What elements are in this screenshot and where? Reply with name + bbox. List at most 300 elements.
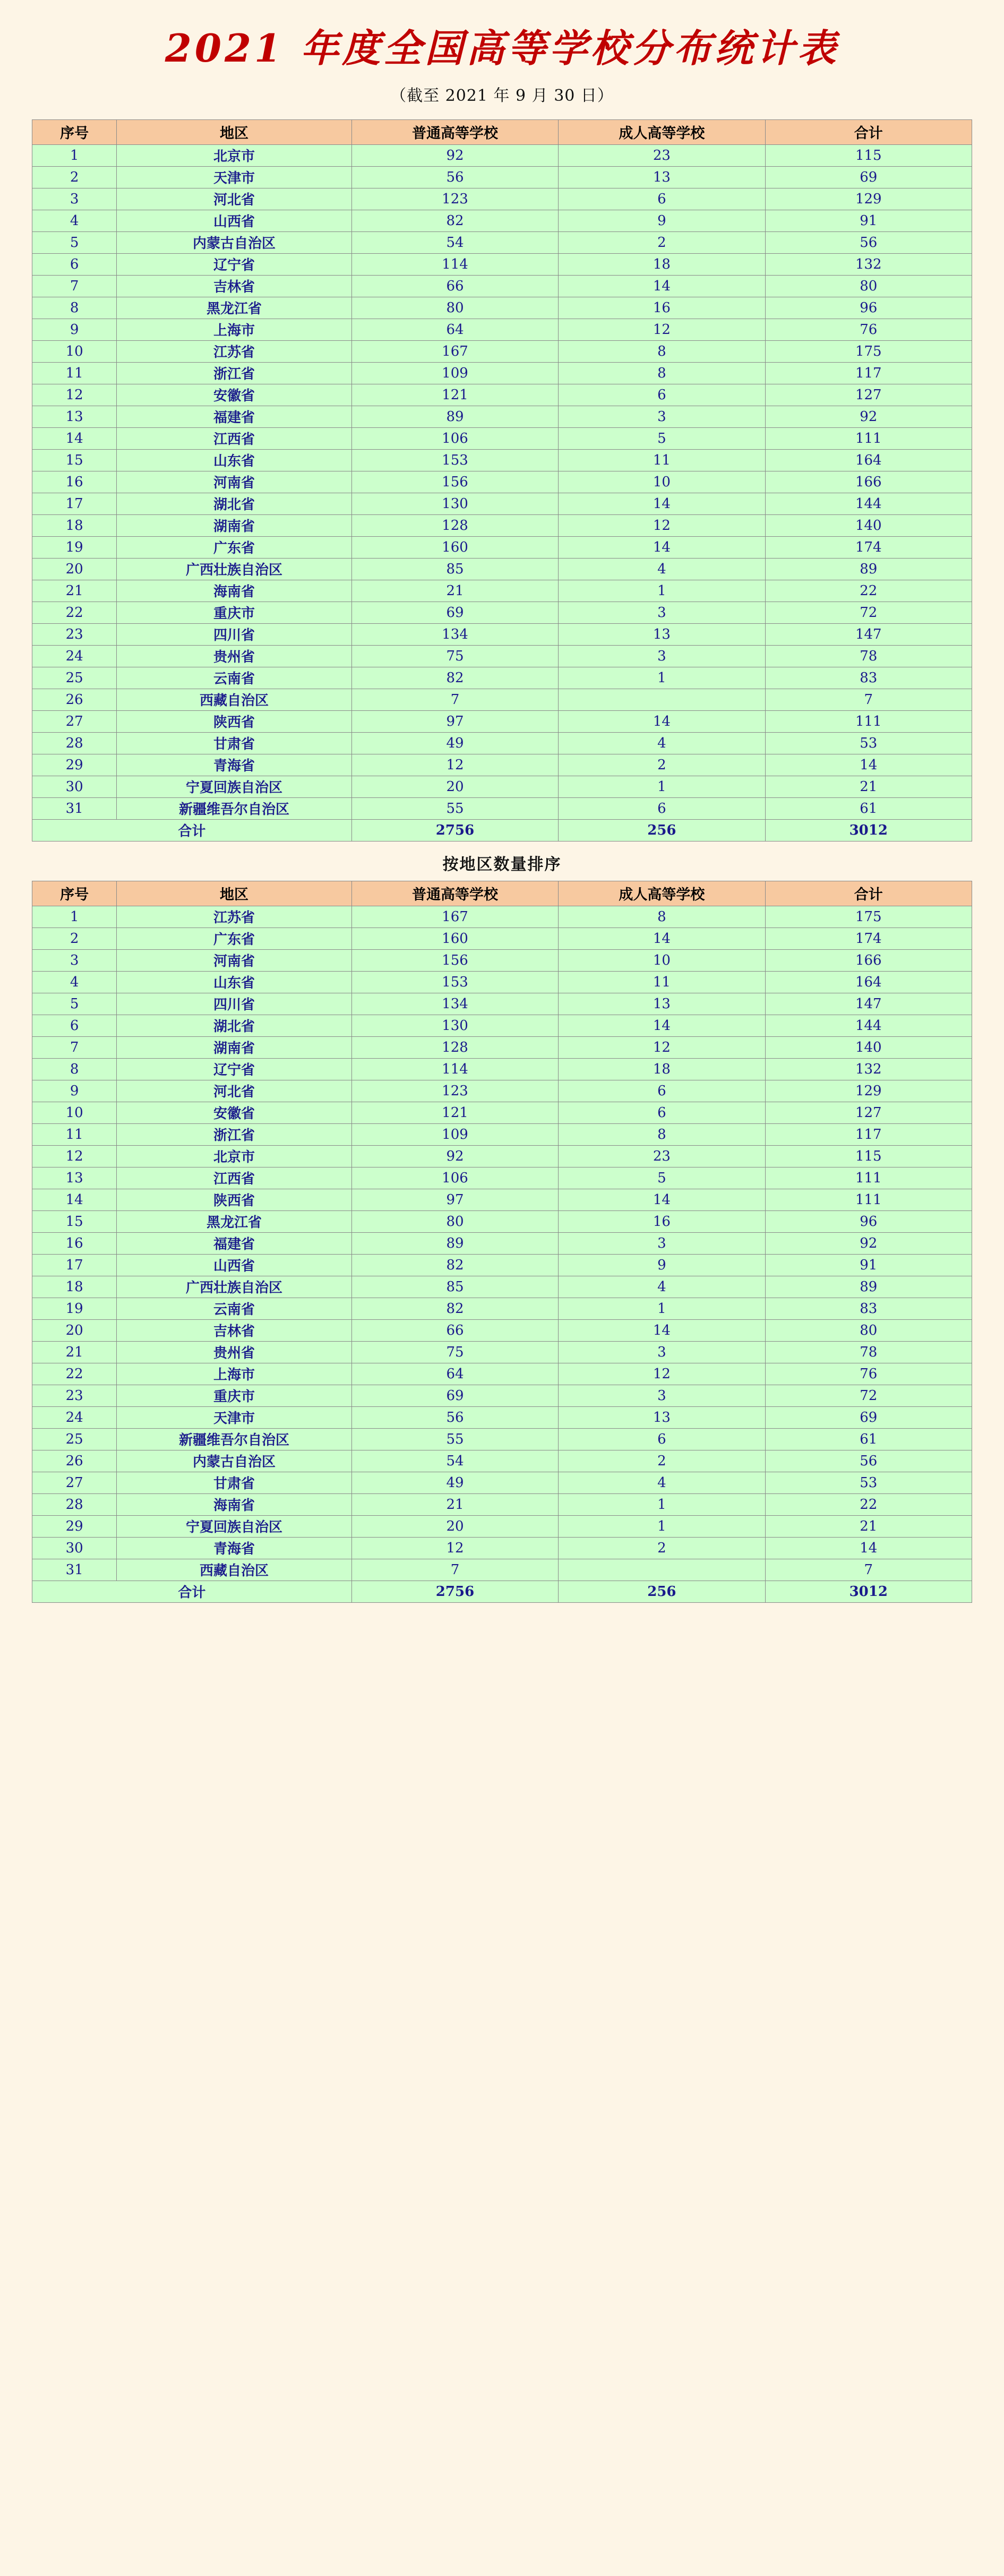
total-regular-count: 2756 [351, 1581, 558, 1602]
table-header-row [32, 119, 972, 144]
row-regular-count: 82 [351, 1298, 558, 1319]
table-row [32, 144, 972, 166]
row-adult-count: 4 [559, 732, 765, 754]
table-row [32, 1102, 972, 1123]
row-regular-count: 7 [351, 1559, 558, 1581]
row-adult-count: 13 [559, 623, 765, 645]
row-adult-count: 8 [559, 906, 765, 928]
row-total-count: 111 [765, 1189, 972, 1210]
row-adult-count: 11 [559, 971, 765, 993]
row-adult-count: 6 [559, 384, 765, 406]
row-index: 2 [32, 166, 117, 188]
total-label: 合计 [32, 819, 352, 841]
row-regular-count: 64 [351, 1363, 558, 1385]
row-total-count: 21 [765, 776, 972, 797]
row-region: 黑龙江省 [117, 297, 352, 319]
row-total-count: 78 [765, 1341, 972, 1363]
row-total-count: 144 [765, 493, 972, 514]
table-row [32, 558, 972, 580]
row-total-count: 22 [765, 580, 972, 602]
row-index: 25 [32, 667, 117, 689]
row-adult-count: 3 [559, 1341, 765, 1363]
table-row [32, 536, 972, 558]
row-total-count: 175 [765, 906, 972, 928]
row-regular-count: 21 [351, 1493, 558, 1515]
table-total-row [32, 819, 972, 841]
row-regular-count: 20 [351, 1515, 558, 1537]
row-adult-count: 3 [559, 645, 765, 667]
row-region: 广西壮族自治区 [117, 558, 352, 580]
row-adult-count: 13 [559, 166, 765, 188]
row-regular-count: 130 [351, 1015, 558, 1036]
row-total-count: 80 [765, 275, 972, 297]
row-total-count: 115 [765, 144, 972, 166]
total-label: 合计 [32, 1581, 352, 1602]
table-row [32, 1559, 972, 1581]
row-index: 8 [32, 1058, 117, 1080]
row-total-count: 14 [765, 1537, 972, 1559]
row-adult-count: 1 [559, 1298, 765, 1319]
table-row [32, 1189, 972, 1210]
row-index: 19 [32, 536, 117, 558]
row-region: 上海市 [117, 1363, 352, 1385]
row-region: 海南省 [117, 1493, 352, 1515]
row-adult-count: 12 [559, 319, 765, 340]
row-total-count: 166 [765, 471, 972, 493]
row-index: 14 [32, 427, 117, 449]
table-row [32, 1058, 972, 1080]
row-total-count: 72 [765, 1385, 972, 1406]
row-adult-count: 5 [559, 1167, 765, 1189]
row-total-count: 21 [765, 1515, 972, 1537]
row-regular-count: 97 [351, 1189, 558, 1210]
row-index: 21 [32, 1341, 117, 1363]
row-adult-count: 6 [559, 797, 765, 819]
row-adult-count: 2 [559, 231, 765, 253]
row-region: 河南省 [117, 471, 352, 493]
table-row [32, 732, 972, 754]
row-regular-count: 75 [351, 1341, 558, 1363]
table-row [32, 1036, 972, 1058]
table-by-region-code [32, 119, 972, 842]
row-index: 8 [32, 297, 117, 319]
row-index: 12 [32, 1145, 117, 1167]
row-adult-count: 10 [559, 471, 765, 493]
row-total-count: 61 [765, 797, 972, 819]
row-regular-count: 80 [351, 1210, 558, 1232]
table-row [32, 1450, 972, 1472]
row-regular-count: 130 [351, 493, 558, 514]
row-region: 新疆维吾尔自治区 [117, 1428, 352, 1450]
table-row [32, 188, 972, 210]
row-total-count: 111 [765, 427, 972, 449]
row-index: 9 [32, 319, 117, 340]
row-adult-count: 14 [559, 1015, 765, 1036]
row-region: 陕西省 [117, 1189, 352, 1210]
row-total-count: 115 [765, 1145, 972, 1167]
column-header-regular: 普通高等学校 [351, 119, 558, 144]
row-index: 15 [32, 449, 117, 471]
row-regular-count: 121 [351, 1102, 558, 1123]
row-region: 湖南省 [117, 514, 352, 536]
row-region: 天津市 [117, 1406, 352, 1428]
row-index: 4 [32, 971, 117, 993]
row-index: 9 [32, 1080, 117, 1102]
row-region: 黑龙江省 [117, 1210, 352, 1232]
row-region: 北京市 [117, 144, 352, 166]
row-region: 云南省 [117, 667, 352, 689]
row-total-count: 14 [765, 754, 972, 776]
row-adult-count: 4 [559, 1276, 765, 1298]
row-total-count: 164 [765, 449, 972, 471]
row-index: 27 [32, 710, 117, 732]
row-region: 甘肃省 [117, 1472, 352, 1493]
row-region: 福建省 [117, 406, 352, 427]
table-row [32, 993, 972, 1015]
row-index: 10 [32, 340, 117, 362]
row-region: 云南省 [117, 1298, 352, 1319]
table-row [32, 1123, 972, 1145]
table-row [32, 906, 972, 928]
total-adult-count: 256 [559, 819, 765, 841]
table-row [32, 210, 972, 231]
column-header-total: 合计 [765, 119, 972, 144]
row-region: 湖南省 [117, 1036, 352, 1058]
row-index: 6 [32, 1015, 117, 1036]
table-row [32, 949, 972, 971]
row-index: 10 [32, 1102, 117, 1123]
row-region: 西藏自治区 [117, 689, 352, 710]
row-index: 19 [32, 1298, 117, 1319]
row-index: 18 [32, 514, 117, 536]
row-region: 北京市 [117, 1145, 352, 1167]
row-total-count: 22 [765, 1493, 972, 1515]
row-regular-count: 69 [351, 1385, 558, 1406]
table-row [32, 1472, 972, 1493]
row-regular-count: 20 [351, 776, 558, 797]
row-region: 青海省 [117, 1537, 352, 1559]
row-index: 3 [32, 188, 117, 210]
row-adult-count: 3 [559, 602, 765, 623]
column-header-regular: 普通高等学校 [351, 881, 558, 906]
table-row [32, 1080, 972, 1102]
table-row [32, 797, 972, 819]
row-adult-count: 14 [559, 710, 765, 732]
row-adult-count: 1 [559, 667, 765, 689]
row-region: 江苏省 [117, 906, 352, 928]
row-adult-count: 18 [559, 1058, 765, 1080]
table-row [32, 928, 972, 949]
row-regular-count: 128 [351, 514, 558, 536]
row-regular-count: 21 [351, 580, 558, 602]
row-adult-count: 3 [559, 1385, 765, 1406]
row-total-count: 91 [765, 1254, 972, 1276]
table-row [32, 580, 972, 602]
row-index: 20 [32, 1319, 117, 1341]
column-header-index: 序号 [32, 881, 117, 906]
row-total-count: 92 [765, 1232, 972, 1254]
row-region: 新疆维吾尔自治区 [117, 797, 352, 819]
row-region: 江西省 [117, 427, 352, 449]
total-regular-count: 2756 [351, 819, 558, 841]
row-region: 内蒙古自治区 [117, 231, 352, 253]
row-regular-count: 85 [351, 1276, 558, 1298]
row-adult-count: 6 [559, 1102, 765, 1123]
table-row [32, 971, 972, 993]
row-index: 27 [32, 1472, 117, 1493]
row-adult-count: 3 [559, 1232, 765, 1254]
table-row [32, 1210, 972, 1232]
row-total-count: 69 [765, 1406, 972, 1428]
row-adult-count: 5 [559, 427, 765, 449]
row-adult-count: 8 [559, 362, 765, 384]
row-total-count: 144 [765, 1015, 972, 1036]
row-regular-count: 7 [351, 689, 558, 710]
row-adult-count: 2 [559, 754, 765, 776]
row-total-count: 147 [765, 623, 972, 645]
table-total-row [32, 1581, 972, 1602]
row-region: 天津市 [117, 166, 352, 188]
row-index: 31 [32, 1559, 117, 1581]
row-regular-count: 64 [351, 319, 558, 340]
row-regular-count: 160 [351, 928, 558, 949]
row-region: 江西省 [117, 1167, 352, 1189]
row-index: 7 [32, 1036, 117, 1058]
row-index: 30 [32, 776, 117, 797]
row-regular-count: 134 [351, 993, 558, 1015]
row-total-count: 91 [765, 210, 972, 231]
row-regular-count: 153 [351, 971, 558, 993]
row-total-count: 147 [765, 993, 972, 1015]
row-index: 1 [32, 144, 117, 166]
row-adult-count [559, 689, 765, 710]
row-index: 22 [32, 1363, 117, 1385]
row-regular-count: 167 [351, 906, 558, 928]
row-regular-count: 85 [351, 558, 558, 580]
row-index: 16 [32, 1232, 117, 1254]
table-row [32, 667, 972, 689]
table-row [32, 1385, 972, 1406]
table-header-row [32, 881, 972, 906]
row-adult-count: 13 [559, 993, 765, 1015]
row-regular-count: 55 [351, 797, 558, 819]
row-adult-count: 4 [559, 1472, 765, 1493]
row-regular-count: 69 [351, 602, 558, 623]
row-adult-count: 12 [559, 514, 765, 536]
row-index: 28 [32, 1493, 117, 1515]
row-index: 20 [32, 558, 117, 580]
row-index: 26 [32, 1450, 117, 1472]
row-total-count: 61 [765, 1428, 972, 1450]
row-total-count: 76 [765, 319, 972, 340]
row-total-count: 175 [765, 340, 972, 362]
row-index: 5 [32, 231, 117, 253]
column-header-index: 序号 [32, 119, 117, 144]
row-total-count: 127 [765, 1102, 972, 1123]
row-regular-count: 12 [351, 1537, 558, 1559]
row-total-count: 7 [765, 1559, 972, 1581]
row-region: 辽宁省 [117, 1058, 352, 1080]
row-total-count: 92 [765, 406, 972, 427]
row-total-count: 72 [765, 602, 972, 623]
row-regular-count: 12 [351, 754, 558, 776]
row-adult-count: 2 [559, 1450, 765, 1472]
row-regular-count: 92 [351, 144, 558, 166]
row-region: 山东省 [117, 449, 352, 471]
row-region: 湖北省 [117, 1015, 352, 1036]
row-regular-count: 82 [351, 210, 558, 231]
row-regular-count: 97 [351, 710, 558, 732]
row-total-count: 69 [765, 166, 972, 188]
row-region: 陕西省 [117, 710, 352, 732]
table-row [32, 1015, 972, 1036]
table-row [32, 689, 972, 710]
row-index: 13 [32, 406, 117, 427]
row-regular-count: 156 [351, 949, 558, 971]
page-subtitle: （截至 2021 年 9 月 30 日） [390, 86, 614, 105]
row-region: 河北省 [117, 1080, 352, 1102]
row-total-count: 80 [765, 1319, 972, 1341]
row-index: 26 [32, 689, 117, 710]
row-adult-count: 23 [559, 144, 765, 166]
row-adult-count: 4 [559, 558, 765, 580]
table-row [32, 710, 972, 732]
total-all-count: 3012 [765, 819, 972, 841]
row-index: 4 [32, 210, 117, 231]
row-regular-count: 82 [351, 1254, 558, 1276]
row-adult-count: 3 [559, 406, 765, 427]
row-adult-count: 12 [559, 1036, 765, 1058]
row-region: 福建省 [117, 1232, 352, 1254]
column-header-total: 合计 [765, 881, 972, 906]
row-total-count: 89 [765, 1276, 972, 1298]
column-header-region: 地区 [117, 881, 352, 906]
row-index: 22 [32, 602, 117, 623]
row-region: 青海省 [117, 754, 352, 776]
table-row [32, 362, 972, 384]
table-row [32, 1537, 972, 1559]
table-row [32, 1406, 972, 1428]
row-regular-count: 80 [351, 297, 558, 319]
row-region: 四川省 [117, 623, 352, 645]
table-row [32, 231, 972, 253]
table-row [32, 427, 972, 449]
row-total-count: 53 [765, 732, 972, 754]
row-total-count: 53 [765, 1472, 972, 1493]
row-adult-count: 10 [559, 949, 765, 971]
row-index: 29 [32, 754, 117, 776]
row-region: 贵州省 [117, 1341, 352, 1363]
row-index: 2 [32, 928, 117, 949]
row-total-count: 164 [765, 971, 972, 993]
table-row [32, 1276, 972, 1298]
row-index: 12 [32, 384, 117, 406]
row-adult-count: 8 [559, 340, 765, 362]
row-adult-count: 1 [559, 776, 765, 797]
row-total-count: 89 [765, 558, 972, 580]
table-row [32, 1341, 972, 1363]
row-total-count: 111 [765, 1167, 972, 1189]
total-adult-count: 256 [559, 1581, 765, 1602]
table-row [32, 1515, 972, 1537]
row-regular-count: 89 [351, 1232, 558, 1254]
row-total-count: 129 [765, 188, 972, 210]
row-regular-count: 123 [351, 188, 558, 210]
row-adult-count: 1 [559, 1515, 765, 1537]
row-region: 辽宁省 [117, 253, 352, 275]
row-index: 15 [32, 1210, 117, 1232]
row-regular-count: 54 [351, 231, 558, 253]
row-adult-count: 16 [559, 297, 765, 319]
row-adult-count: 14 [559, 275, 765, 297]
row-index: 14 [32, 1189, 117, 1210]
row-regular-count: 89 [351, 406, 558, 427]
row-regular-count: 109 [351, 1123, 558, 1145]
row-total-count: 78 [765, 645, 972, 667]
row-region: 重庆市 [117, 1385, 352, 1406]
row-total-count: 83 [765, 1298, 972, 1319]
row-total-count: 83 [765, 667, 972, 689]
row-total-count: 117 [765, 1123, 972, 1145]
row-index: 7 [32, 275, 117, 297]
row-adult-count: 9 [559, 1254, 765, 1276]
row-adult-count: 23 [559, 1145, 765, 1167]
row-regular-count: 109 [351, 362, 558, 384]
row-index: 23 [32, 1385, 117, 1406]
row-index: 24 [32, 645, 117, 667]
row-regular-count: 56 [351, 166, 558, 188]
row-index: 17 [32, 493, 117, 514]
row-index: 29 [32, 1515, 117, 1537]
row-regular-count: 75 [351, 645, 558, 667]
row-index: 1 [32, 906, 117, 928]
row-total-count: 129 [765, 1080, 972, 1102]
row-index: 25 [32, 1428, 117, 1450]
row-region: 宁夏回族自治区 [117, 776, 352, 797]
row-index: 23 [32, 623, 117, 645]
row-adult-count: 1 [559, 1493, 765, 1515]
row-regular-count: 66 [351, 1319, 558, 1341]
table-row [32, 623, 972, 645]
row-index: 21 [32, 580, 117, 602]
table-row [32, 384, 972, 406]
row-index: 11 [32, 362, 117, 384]
row-index: 24 [32, 1406, 117, 1428]
row-regular-count: 121 [351, 384, 558, 406]
row-adult-count: 14 [559, 493, 765, 514]
row-region: 宁夏回族自治区 [117, 1515, 352, 1537]
row-index: 13 [32, 1167, 117, 1189]
row-regular-count: 167 [351, 340, 558, 362]
row-regular-count: 128 [351, 1036, 558, 1058]
row-regular-count: 49 [351, 732, 558, 754]
total-all-count: 3012 [765, 1581, 972, 1602]
row-region: 山西省 [117, 1254, 352, 1276]
row-total-count: 96 [765, 297, 972, 319]
row-region: 湖北省 [117, 493, 352, 514]
row-total-count: 96 [765, 1210, 972, 1232]
row-adult-count: 14 [559, 536, 765, 558]
table-row [32, 1428, 972, 1450]
row-region: 吉林省 [117, 275, 352, 297]
column-header-adult: 成人高等学校 [559, 119, 765, 144]
table-row [32, 776, 972, 797]
row-regular-count: 106 [351, 427, 558, 449]
table-row [32, 297, 972, 319]
table-row [32, 406, 972, 427]
row-adult-count: 14 [559, 1319, 765, 1341]
row-adult-count: 2 [559, 1537, 765, 1559]
